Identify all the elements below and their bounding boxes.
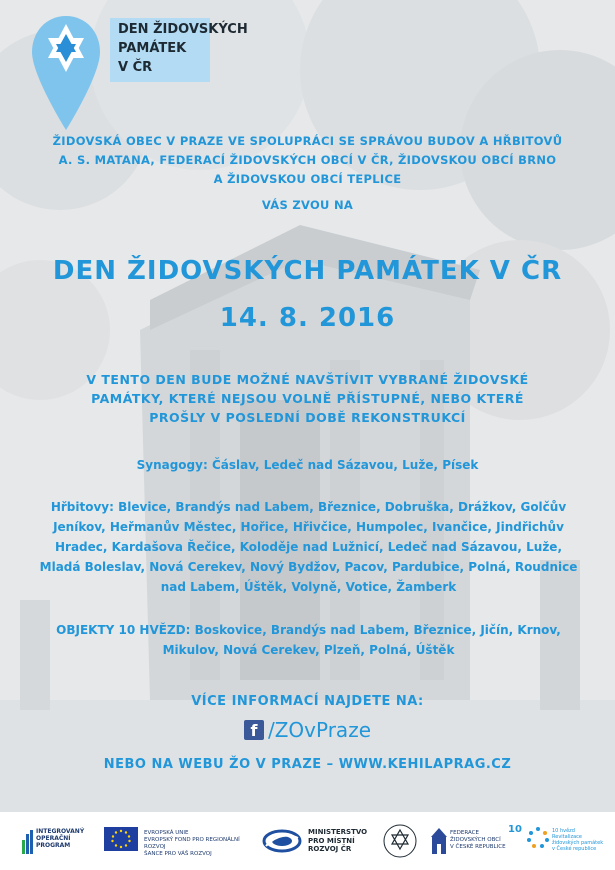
eu-flag-icon [104,827,138,851]
mmr-logo [262,822,372,860]
fed-line-2: ŽIDOVSKÝCH OBCÍ [450,837,501,843]
mmr-line-2: PRO MÍSTNÍ [308,836,355,845]
cemeteries-list: Hřbitovy: Blevice, Brandýs nad Labem, Březnice, Dobruška, Drážkov, Golčův Jeníkov, Heřmanův Městec, Hořice, Hřivčice, Humpolec, Ivančice, Jindřichův Hradec, Kardašova Řečice, Koloděje nad Lužnicí, Ledeč nad Sázavou, Luže, Mladá Boleslav, Nová Cerekev, Nový Bydžov, Pacov, Pardubice, Polná, Roudnice nad Labem, Úštěk, Volyně, Votice, Žamberk [39,500,578,594]
facebook-handle: /ZOvPraze [267,718,371,742]
mmr-text [308,828,368,854]
iop-text: INTEGROVANÝ OPERAČNÍ PROGRAM [36,828,85,849]
ten-stars-text [552,828,608,852]
ten-line-3: v České republice [552,846,597,852]
website-text: NEBO NA WEBU ŽO V PRAZE – WWW.KEHILAPRAG.CZ [103,757,512,772]
facebook-icon: f [244,720,264,740]
eu-text [144,830,259,858]
iop-logo [22,822,84,860]
eu-line-1: EVROPSKÁ UNIE [144,830,189,836]
lead-line-1: V TENTO DEN BUDE MOŽNÉ NAVŠTÍVIT VYBRANÉ ŽIDOVSKÉ [86,372,529,387]
star-of-david-pin-icon [30,14,102,132]
intro-line-3: A ŽIDOVSKOU OBCÍ TEPLICE [213,172,402,186]
federation-logo [430,822,510,860]
federation-building-icon [430,826,448,856]
mmr-swirl-icon [262,828,302,854]
ten-stars-objects-list: OBJEKTY 10 HVĚZD: Boskovice, Brandýs nad Labem, Březnice, Jičín, Krnov, Mikulov, Nová Cerekev, Plzeň, Polná, Úštěk [56,623,561,657]
logo-line-2: PAMÁTEK [118,41,187,56]
iop-bars-icon [22,830,34,854]
ten-stars-logo [508,822,608,860]
synagogues-list: Synagogy: Čáslav, Ledeč nad Sázavou, Luže, Písek [136,458,479,472]
mmr-line-1: MINISTERSTVO [308,828,368,836]
sponsor-logos-footer [0,812,615,870]
eu-line-2: EVROPSKÝ FOND PRO REGIONÁLNÍ ROZVOJ [144,837,240,850]
event-date: 14. 8. 2016 [219,303,396,333]
eu-line-3: ŠANCE PRO VÁŠ ROZVOJ [144,851,212,857]
ten-line-2: Revitalizace židovských památek [552,834,604,846]
seal-star-icon [382,822,418,860]
logo-text-box [110,18,248,82]
intro-line-2: A. S. MATANA, FEDERACÍ ŽIDOVSKÝCH OBCÍ V ČR, ŽIDOVSKOU OBCÍ BRNO [58,153,557,167]
event-title: DEN ŽIDOVSKÝCH PAMÁTEK V ČR [52,256,563,286]
logo-line-3: V ČR [118,60,153,75]
ten-line-1: 10 hvězd [552,828,575,834]
invite-text: VÁS ZVOU NA [261,198,354,212]
eu-logo [104,822,254,860]
lead-text [0,370,615,427]
jewish-community-prague-seal [382,822,418,860]
logo-line-1: DEN ŽIDOVSKÝCH [118,22,248,37]
more-info-heading: VÍCE INFORMACÍ NAJDETE NA: [191,694,424,709]
intro-line-1: ŽIDOVSKÁ OBEC V PRAZE VE SPOLUPRÁCI SE SPRÁVOU BUDOV A HŘBITOVŮ [52,134,563,148]
federation-text [450,830,512,851]
mmr-line-3: ROZVOJ ČR [308,845,352,853]
ten-stars-dots-icon [526,826,550,850]
fed-line-3: V ČESKÉ REPUBLICE [450,844,506,850]
lead-line-3: PROŠLY V POSLEDNÍ DOBĚ REKONSTRUKCÍ [149,410,466,425]
ten-stars-number: 10 [508,824,522,835]
organizers-intro [0,132,615,189]
lead-line-2: PAMÁTKY, KTERÉ NEJSOU VOLNĚ PŘÍSTUPNÉ, NEBO KTERÉ [91,391,524,406]
fed-line-1: FEDERACE [450,830,479,836]
facebook-link[interactable] [0,718,615,742]
